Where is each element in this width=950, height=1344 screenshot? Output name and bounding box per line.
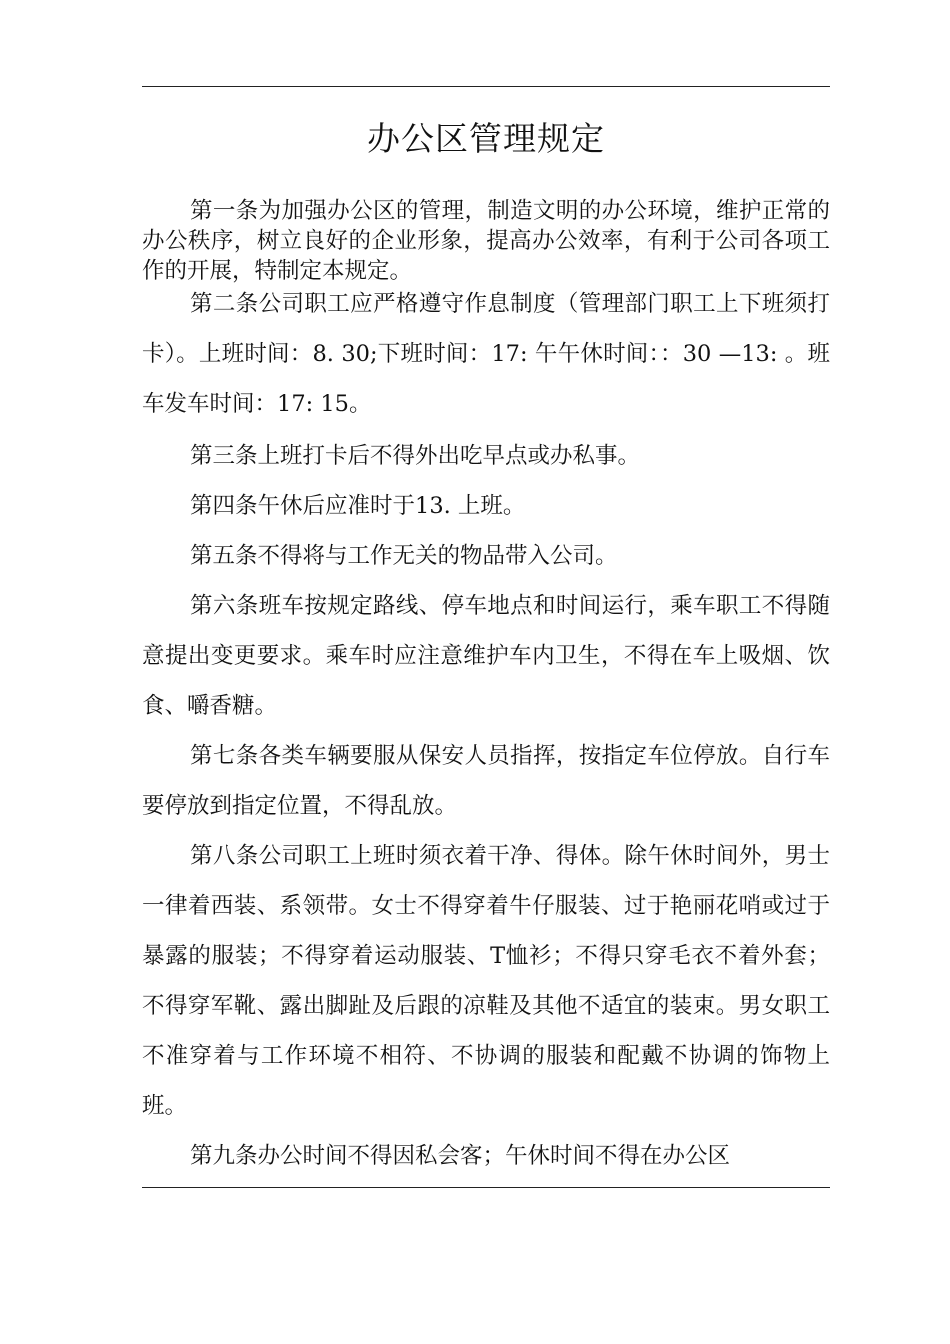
article-4-paragraph: 第四条午休后应准时于13. 上班。	[190, 493, 526, 519]
article-3-paragraph: 第三条上班打卡后不得外出吃早点或办私事。	[190, 443, 641, 469]
footer-rule	[142, 1187, 830, 1188]
article-7-paragraph: 第七条各类车辆要服从保安人员指挥，按指定车位停放。自行车要停放到指定位置，不得乱放。	[142, 743, 830, 819]
article-2-paragraph: 第二条公司职工应严格遵守作息制度（管理部门职工上下班须打卡）。上班时间：8. 30;下班时间：17: 午午休时间：：30 —13: 。班车发车时间：17: 15。	[142, 291, 830, 417]
document-title: 办公区管理规定	[367, 119, 605, 158]
article-5-paragraph: 第五条不得将与工作无关的物品带入公司。	[190, 543, 618, 569]
header-rule	[142, 86, 830, 87]
article-9-paragraph: 第九条办公时间不得因私会客；午休时间不得在办公区	[190, 1143, 731, 1169]
article-6-paragraph: 第六条班车按规定路线、停车地点和时间运行，乘车职工不得随意提出变更要求。乘车时应注意维护车内卫生，不得在车上吸烟、饮食、嚼香糖。	[142, 593, 830, 719]
article-8-paragraph: 第八条公司职工上班时须衣着干净、得体。除午休时间外，男士一律着西装、系领带。女士不得穿着牛仔服装、过于艳丽花哨或过于暴露的服装；不得穿着运动服装、T恤衫；不得只穿毛衣不着外套；不得穿军靴、露出脚趾及后跟的凉鞋及其他不适宜的装束。男女职工不准穿着与工作环境不相符、不协调的服装和配戴不协调的饰物上班。	[142, 843, 830, 1119]
article-1-paragraph: 第一条为加强办公区的管理，制造文明的办公环境，维护正常的办公秩序，树立良好的企业形象，提高办公效率，有利于公司各项工作的开展，特制定本规定。	[142, 198, 830, 284]
